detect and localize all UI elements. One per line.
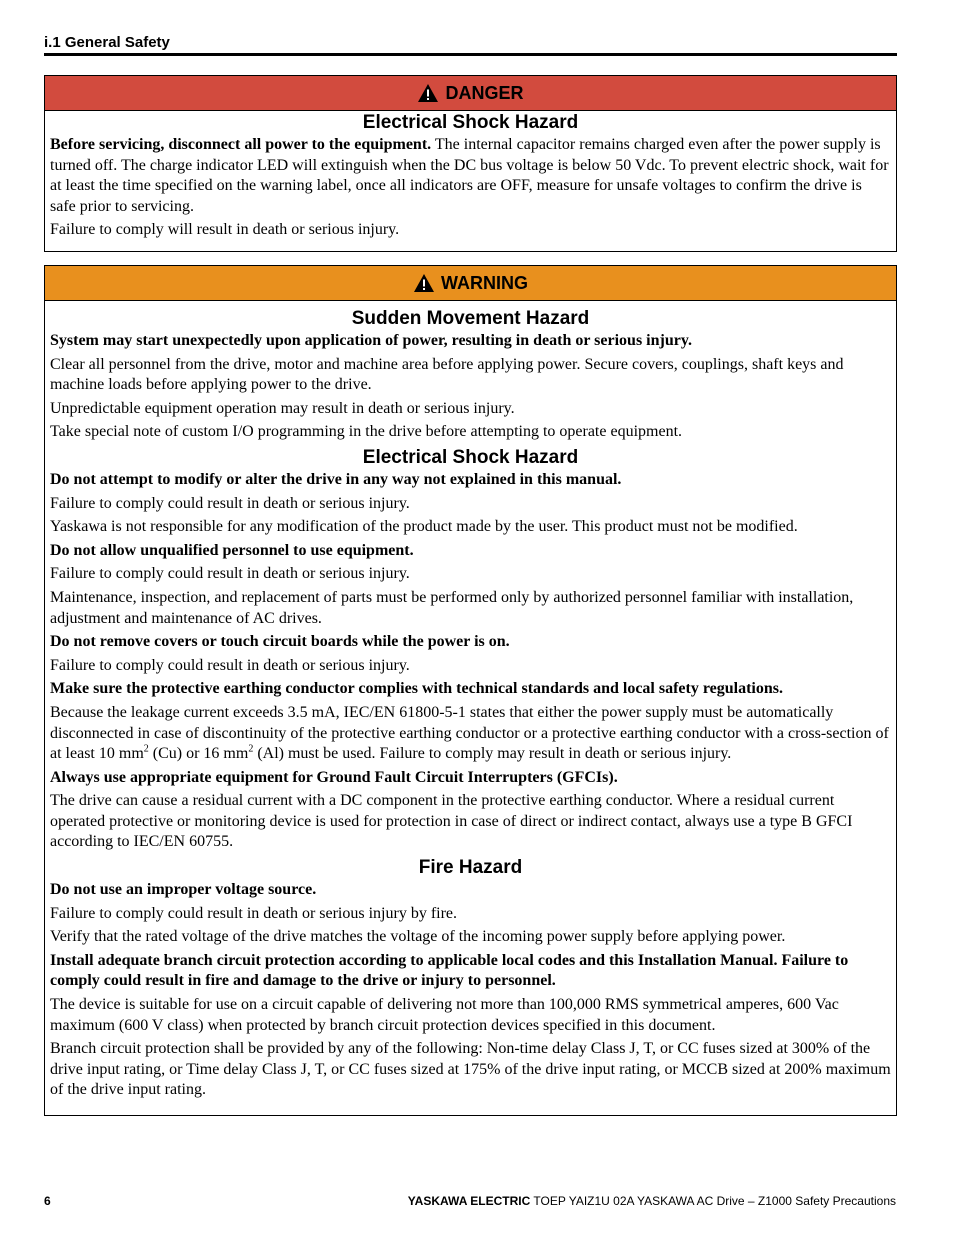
- paragraph-text: (Cu) or 16 mm: [148, 745, 249, 763]
- header-divider: [44, 53, 897, 56]
- warning-triangle-icon: [417, 83, 439, 103]
- paragraph-text: Because the leakage current exceeds 3.5 mA, IEC/EN 61800-5-1 states that either the power supply must be automatically disconnected in case of discontinuity of the protective earthing conductor or a protective earthing conductor with a cross-section of at least 10 mm: [50, 703, 889, 763]
- paragraph: Failure to comply could result in death or serious injury by fire.: [50, 904, 458, 922]
- paragraph: The drive can cause a residual current with a DC component in the protective earthing conductor. Where a residual current operated protective or monitoring device is used for protection in case of direct or indirect contact, always use a type B GFCI according to IEC/EN 60755.: [50, 792, 853, 851]
- paragraph-bold: Do not remove covers or touch circuit boards while the power is on.: [50, 633, 510, 651]
- warning-triangle-icon: [413, 273, 435, 293]
- danger-label: DANGER: [445, 82, 524, 103]
- paragraph: Yaskawa is not responsible for any modification of the product made by the user. This product must not be modified.: [50, 518, 798, 536]
- danger-banner: [45, 76, 896, 111]
- paragraph-bold: Always use appropriate equipment for Ground Fault Circuit Interrupters (GFCIs).: [50, 768, 618, 786]
- paragraph: Maintenance, inspection, and replacement of parts must be performed only by authorized personnel familiar with installation, adjustment and maintenance of AC drives.: [50, 588, 854, 627]
- footer-doc-info: [408, 1194, 896, 1208]
- hazard-title: Sudden Movement Hazard: [351, 308, 590, 329]
- paragraph-text: (Al) must be used. Failure to comply may result in death or serious injury.: [253, 745, 732, 763]
- paragraph: Branch circuit protection shall be provided by any of the following: Non-time delay Class J, T, or CC fuses sized at 300% of the drive input rating, or Time delay Class J, T, or CC fuses sized at 175% of the drive input rating, or MCCB sized at 200% maximum of the drive input rating.: [50, 1040, 891, 1099]
- hazard-title: Electrical Shock Hazard: [362, 446, 579, 468]
- paragraph-text: The internal capacitor remains charged even after the power supply is turned off. The charge indicator LED will extinguish when the DC bus voltage is below 50 Vdc. To prevent electric shock, wait for at least the time specified on the warning label, once all indicators are OFF, measure for unsafe voltages to confirm the drive is safe prior to servicing.: [50, 136, 889, 215]
- warning-label: WARNING: [441, 272, 528, 293]
- hazard-title: Electrical Shock Hazard: [362, 112, 579, 133]
- warning-box: [44, 265, 897, 1116]
- footer-doc-text: TOEP YAIZ1U 02A YASKAWA AC Drive – Z1000 Safety Precautions: [530, 1194, 896, 1208]
- paragraph: Unpredictable equipment operation may result in death or serious injury.: [50, 399, 515, 417]
- superscript: 2: [143, 743, 149, 755]
- paragraph: Failure to comply could result in death or serious injury.: [50, 494, 410, 512]
- paragraph: Take special note of custom I/O programming in the drive before attempting to operate equipment.: [50, 423, 683, 441]
- paragraph-bold: Before servicing, disconnect all power to the equipment.: [50, 136, 432, 153]
- paragraph-bold: Do not use an improper voltage source.: [50, 881, 317, 899]
- superscript: 2: [248, 743, 254, 755]
- danger-box: [44, 75, 897, 252]
- paragraph-bold: Install adequate branch circuit protection according to applicable local codes and this Installation Manual. Failure to comply could result in fire and damage to the drive or injury to personnel.: [50, 951, 849, 990]
- paragraph-bold: System may start unexpectedly upon application of power, resulting in death or serious injury.: [50, 332, 692, 349]
- paragraph-bold: Do not allow unqualified personnel to use equipment.: [50, 541, 414, 559]
- footer-brand: YASKAWA ELECTRIC: [407, 1194, 531, 1208]
- paragraph-bold: Make sure the protective earthing conductor complies with technical standards and local safety regulations.: [50, 680, 783, 698]
- paragraph: Failure to comply could result in death or serious injury.: [50, 565, 410, 583]
- hazard-title: Fire Hazard: [418, 857, 523, 879]
- paragraph: Failure to comply will result in death or serious injury.: [50, 221, 400, 239]
- paragraph: Verify that the rated voltage of the drive matches the voltage of the incoming power supply before applying power.: [50, 928, 786, 946]
- warning-banner: [45, 266, 896, 301]
- page-number: 6: [44, 1194, 51, 1208]
- paragraph: The device is suitable for use on a circuit capable of delivering not more than 100,000 RMS symmetrical amperes, 600 Vac maximum (600 V class) when protected by branch circuit protection devices specified in this document.: [50, 996, 839, 1034]
- paragraph: Clear all personnel from the drive, motor and machine area before applying power. Secure covers, couplings, shaft keys and machine loads before applying power to the drive.: [50, 355, 844, 394]
- paragraph: [50, 135, 891, 217]
- section-title: i.1 General Safety: [44, 34, 170, 51]
- paragraph-bold: Do not attempt to modify or alter the drive in any way not explained in this manual.: [50, 470, 622, 488]
- paragraph: Failure to comply could result in death or serious injury.: [50, 656, 410, 674]
- paragraph: [50, 703, 891, 765]
